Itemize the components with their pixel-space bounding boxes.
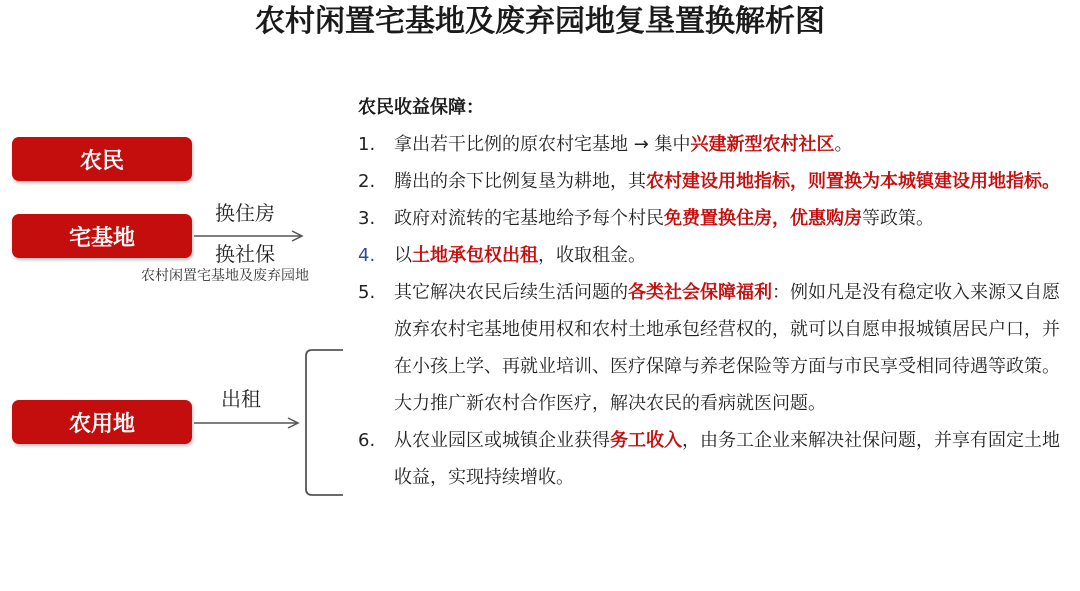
- item-highlight: 务工收入: [610, 430, 682, 451]
- item-text: ：例如凡是没有稳定收入来源又自愿放弃农村宅基地使用权和农村土地承包经营权的，就可以自愿申报城镇居民户口，并在小孩上学、再就业培训、医疗保障与养老保险等方面与市民享受相同待遇等政策。大力推广新农村合作医疗，解决农民的看病就医问题。: [394, 282, 1060, 414]
- item-text: 其它解决农民后续生活问题的: [394, 282, 628, 303]
- page-title: 农村闲置宅基地及废弃园地复垦置换解析图: [255, 4, 825, 39]
- benefit-item-3: [358, 200, 1073, 237]
- item-number: 4.: [358, 245, 376, 266]
- item-text: 从农业园区或城镇企业获得: [394, 430, 610, 451]
- item-text: ，收取租金。: [538, 245, 646, 266]
- item-text: 政府对流转的宅基地给予每个村民: [394, 208, 664, 229]
- benefit-item-2: [358, 163, 1073, 200]
- item-number: 5.: [358, 282, 376, 303]
- item-number: 1.: [358, 134, 376, 155]
- rent-label: 出租: [221, 387, 261, 411]
- item-text: 以: [394, 245, 412, 266]
- item-highlight: 各类社会保障福利: [628, 282, 772, 303]
- item-text: 腾出的余下比例复垦为耕地，其: [394, 171, 646, 192]
- item-text: ，由务工企业来解决社保问题，并享有固定土地收益，实现持续增收。: [394, 430, 1060, 488]
- benefits-panel: [358, 92, 1073, 496]
- bracket: [306, 350, 343, 495]
- item-text: 拿出若干比例的原农村宅基地 → 集中: [394, 134, 691, 155]
- item-text: 。: [834, 134, 853, 155]
- item-highlight: 土地承包权出租: [412, 245, 538, 266]
- item-text: 等政策。: [862, 208, 934, 229]
- homestead-box: 宅基地: [12, 214, 192, 258]
- item-highlight: 农村建设用地指标，则置换为本城镇建设用地指标。: [646, 171, 1060, 192]
- housing-exchange-label: 换住房: [215, 201, 275, 225]
- benefits-heading: 农民收益保障：: [358, 97, 484, 118]
- item-highlight: 兴建新型农村社区: [690, 134, 835, 155]
- farmland-box: 农用地: [12, 400, 192, 444]
- benefit-item-5: [358, 274, 1073, 422]
- farmer-box: 农民: [12, 137, 192, 181]
- item-number: 6.: [358, 430, 376, 451]
- benefit-item-4: [358, 237, 1073, 274]
- item-highlight: 免费置换住房，优惠购房: [664, 208, 862, 229]
- item-number: 2.: [358, 171, 376, 192]
- benefit-item-1: [358, 126, 1073, 163]
- social-security-exchange-label: 换社保: [215, 242, 275, 266]
- idle-land-note: 农村闲置宅基地及废弃园地: [141, 268, 309, 284]
- item-number: 3.: [358, 208, 376, 229]
- benefit-item-6: [358, 422, 1073, 496]
